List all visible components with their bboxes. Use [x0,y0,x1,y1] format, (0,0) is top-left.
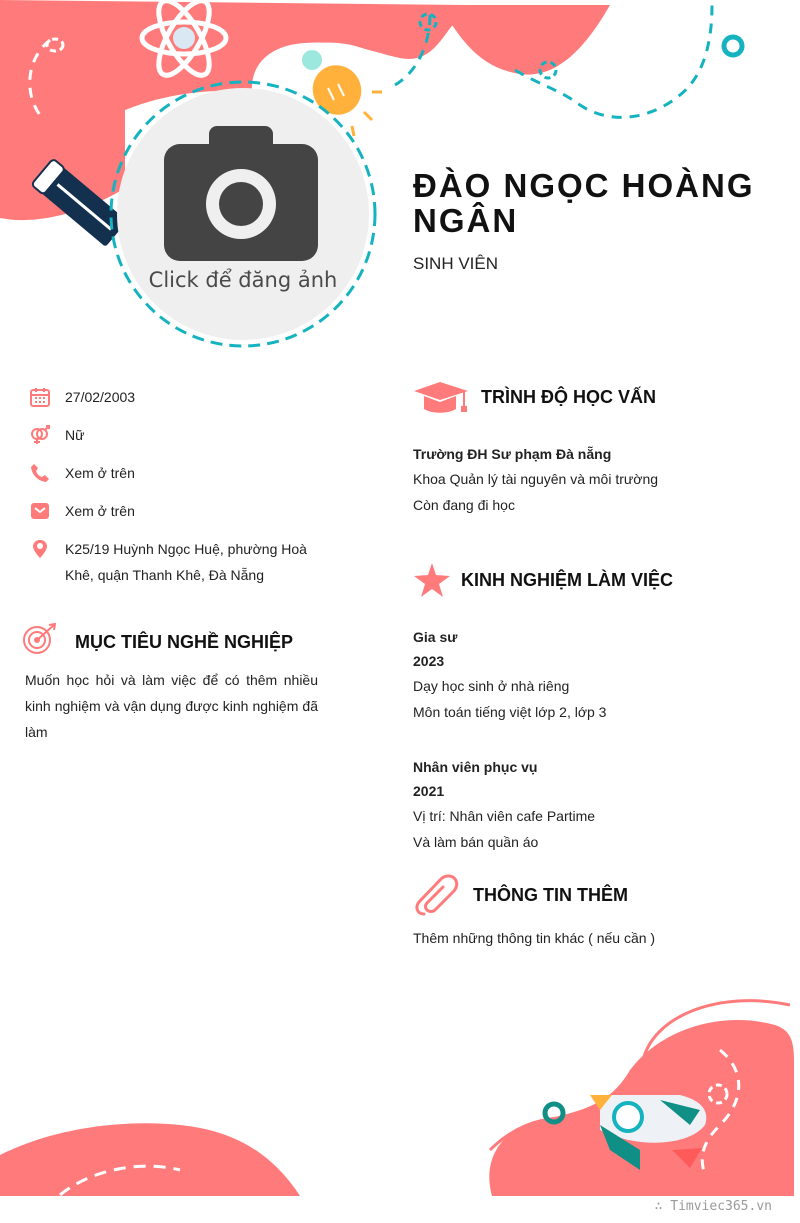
gender-value: Nữ [65,427,85,443]
experience-title: KINH NGHIỆM LÀM VIỆC [461,570,674,590]
full-name: ĐÀO NGỌC HOÀNG NGÂN [413,167,755,239]
additional-text: Thêm những thông tin khác ( nếu cần ) [413,930,656,946]
phone-icon [30,463,50,483]
job-detail: Và làm bán quần áo [413,834,539,850]
footer-brand: ∴ Timviec365.vn [654,1199,772,1214]
birthday-value: 27/02/2003 [65,389,136,405]
additional-title: THÔNG TIN THÊM [473,885,628,905]
calendar-icon [30,387,50,407]
job-detail: Vị trí: Nhân viên cafe Partime [413,808,596,824]
location-pin-icon [30,539,50,559]
photo-upload-label: Click để đăng ảnh [148,268,338,292]
bottom-left-blob [0,1123,300,1196]
job-year: 2023 [413,653,445,669]
camera-icon [164,126,318,261]
paperclip-icon [414,874,460,916]
objective-title: MỤC TIÊU NGHỀ NGHIỆP [75,632,294,652]
star-icon [414,563,450,597]
target-icon [22,623,58,655]
job-detail: Môn toán tiếng việt lớp 2, lớp 3 [413,704,607,720]
education-title: TRÌNH ĐỘ HỌC VẤN [481,387,656,407]
education-school: Trường ĐH Sư phạm Đà nẵng [413,446,612,462]
email-value: Xem ở trên [65,503,135,519]
job-detail: Dạy học sinh ở nhà riêng [413,678,570,694]
job-position: Gia sư [413,629,458,645]
job-title: SINH VIÊN [413,254,499,273]
address-value: K25/19 Huỳnh Ngọc Huệ, phường Hoà Khê, quận Thanh Khê, Đà Nẵng [65,541,307,583]
education-status: Còn đang đi học [413,497,515,513]
education-major: Khoa Quản lý tài nguyên và môi trường [413,471,659,487]
graduation-cap-icon [412,380,470,414]
job-position: Nhân viên phục vụ [413,759,538,775]
envelope-icon [30,501,50,521]
gender-icon [30,425,50,445]
objective-text: Muốn học hỏi và làm việc để có thêm nhiều kinh nghiệm và vận dụng được kinh nghiệm đã làm [25,672,318,740]
phone-value: Xem ở trên [65,465,135,481]
photo-upload[interactable] [117,88,369,340]
job-year: 2021 [413,783,445,799]
